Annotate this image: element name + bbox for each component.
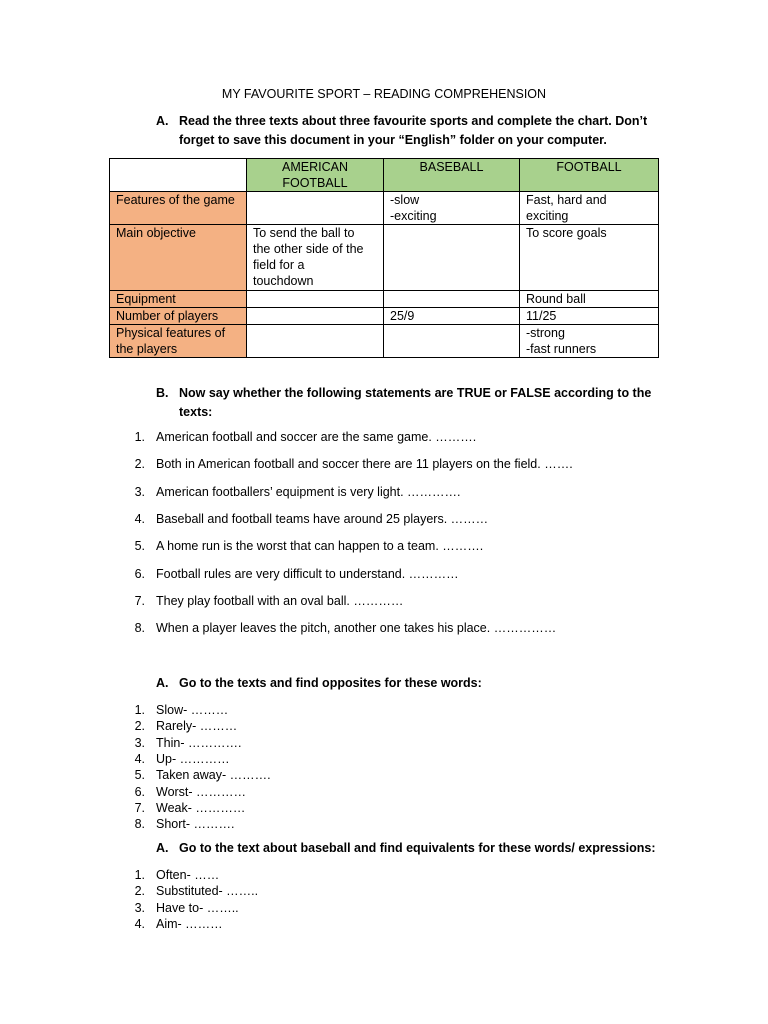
cell-line: exciting (526, 209, 569, 223)
cell-line: field for a (253, 258, 305, 272)
section-letter: A. (156, 676, 169, 690)
item-number: 8. (134, 817, 145, 832)
cell-line: To score goals (526, 226, 607, 240)
item-number: 4. (134, 511, 145, 526)
page-title: MY FAVOURITE SPORT – READING COMPREHENSION (221, 87, 547, 101)
item-number: 4. (134, 916, 145, 931)
chart-row (110, 192, 659, 225)
chart-cell (520, 225, 659, 291)
chart-cell (520, 308, 659, 325)
section-a-instructions (156, 112, 676, 150)
chart-cell (384, 308, 520, 325)
item-number: 6. (134, 784, 145, 799)
section-equivalents-instructions (156, 839, 676, 858)
section-b-instructions (156, 384, 676, 422)
row-label: Physical features of the players (110, 325, 247, 358)
chart-cell (247, 325, 384, 358)
item-text: American footballers’ equipment is very light. …………. (156, 484, 461, 499)
item-text: A home run is the worst that can happen to a team. ………. (156, 539, 484, 554)
chart-cell (247, 291, 384, 308)
item-text: Both in American football and soccer there are 11 players on the field. ……. (156, 457, 573, 472)
chart-cell (520, 325, 659, 358)
item-number: 5. (134, 539, 145, 554)
row-label: Number of players (110, 308, 247, 325)
item-number: 2. (134, 884, 145, 899)
row-label: Main objective (110, 225, 247, 291)
item-text: When a player leaves the pitch, another one takes his place. …………… (156, 621, 557, 636)
item-number: 3. (134, 484, 145, 499)
chart-cell (384, 192, 520, 225)
section-letter: A. (156, 114, 169, 128)
section-opposites-instructions (156, 674, 676, 693)
item-number: 1. (134, 703, 145, 717)
row-label: Equipment (110, 291, 247, 308)
chart-cell (247, 192, 384, 225)
item-number: 2. (134, 719, 145, 734)
cell-line: -strong (526, 326, 565, 340)
chart-header-row (110, 159, 659, 192)
cell-line: -exciting (390, 209, 437, 223)
item-text: They play football with an oval ball. ………… (156, 593, 404, 608)
item-text: Aim- ……… (156, 916, 223, 931)
item-text: Taken away- ………. (156, 768, 271, 783)
item-number: 2. (134, 457, 145, 472)
section-text: Now say whether the following statements are TRUE or FALSE according to the texts: (179, 386, 652, 419)
item-number: 7. (134, 800, 145, 815)
item-text: Baseball and football teams have around 25 players. ……… (156, 511, 489, 526)
section-letter: A. (156, 841, 169, 855)
item-number: 5. (134, 768, 145, 783)
chart-cell (384, 325, 520, 358)
item-text: Slow- ……… (156, 703, 229, 717)
section-letter: B. (156, 386, 169, 400)
chart-cell (247, 308, 384, 325)
item-text: American football and soccer are the same game. ………. (156, 430, 477, 444)
item-text: Weak- ………… (156, 800, 246, 815)
item-number: 8. (134, 621, 145, 636)
cell-line: Round ball (526, 292, 586, 306)
item-number: 4. (134, 751, 145, 766)
chart-cell (247, 225, 384, 291)
item-text: Often- …… (156, 868, 220, 882)
item-number: 1. (134, 430, 145, 444)
header-american-football: AMERICAN FOOTBALL (247, 159, 384, 192)
item-text: Up- ………… (156, 751, 230, 766)
chart-cell (384, 225, 520, 291)
item-text: Football rules are very difficult to understand. ………… (156, 566, 459, 581)
chart-row (110, 308, 659, 325)
item-number: 7. (134, 593, 145, 608)
cell-line: the other side of the (253, 242, 364, 256)
cell-line: -slow (390, 193, 420, 207)
item-number: 3. (134, 900, 145, 915)
cell-line: To send the ball to (253, 226, 355, 240)
cell-line: -fast runners (526, 342, 597, 356)
item-number: 6. (134, 566, 145, 581)
item-text: Substituted- …….. (156, 884, 259, 899)
row-label: Features of the game (110, 192, 247, 225)
cell-line: 25/9 (390, 309, 415, 323)
item-number: 1. (134, 868, 145, 882)
chart-row (110, 325, 659, 358)
chart-cell (520, 192, 659, 225)
section-text: Go to the text about baseball and find equivalents for these words/ expressions: (179, 841, 656, 855)
section-text: Go to the texts and find opposites for these words: (179, 676, 482, 690)
cell-line: 11/25 (526, 309, 557, 323)
chart-cell (384, 291, 520, 308)
item-text: Short- ………. (156, 817, 235, 832)
header-football: FOOTBALL (520, 159, 659, 192)
cell-line: touchdown (253, 274, 314, 288)
chart-row (110, 225, 659, 291)
item-text: Thin- …………. (156, 735, 242, 750)
chart-row (110, 291, 659, 308)
section-text: Read the three texts about three favourite sports and complete the chart. Don’t forget to save this document in your “English” folder on your computer. (179, 114, 648, 147)
header-cell-empty (110, 159, 247, 192)
item-text: Have to- …….. (156, 900, 239, 915)
item-text: Rarely- ……… (156, 719, 238, 734)
chart-cell (520, 291, 659, 308)
sports-chart (109, 158, 659, 358)
item-text: Worst- ………… (156, 784, 247, 799)
item-number: 3. (134, 735, 145, 750)
cell-line: Fast, hard and (526, 193, 607, 207)
header-baseball: BASEBALL (384, 159, 520, 192)
